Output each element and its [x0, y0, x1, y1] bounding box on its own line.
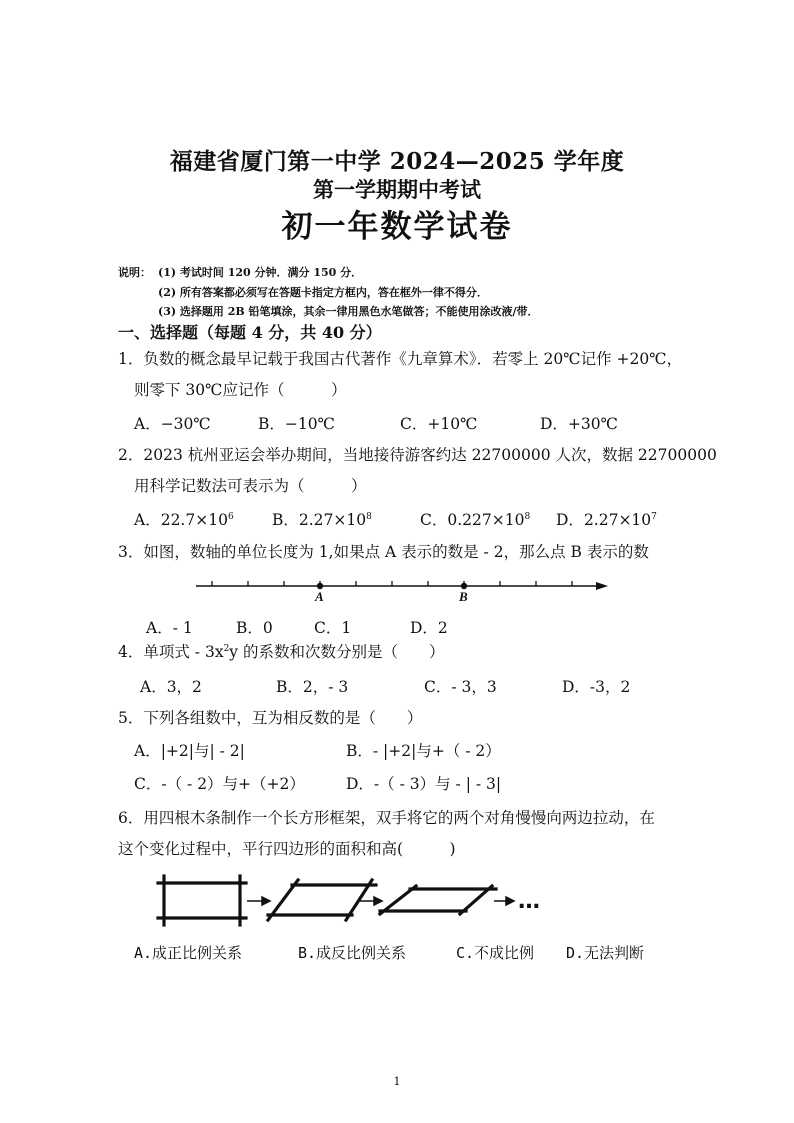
- question-5-option-b: B．- |+2|与+（ - 2）: [346, 742, 501, 760]
- question-1-option-b: B．−10℃: [258, 415, 335, 433]
- question-5-option-c: C．-（ - 2）与+（+2）: [134, 775, 305, 793]
- question-2-line-2: 用科学记数法可表示为（ ）: [134, 477, 367, 495]
- question-4-line-1: 4．单项式 - $3x^2y$ 的系数和次数分别是（ ）: [118, 643, 445, 661]
- question-1-line-1: 1．负数的概念最早记载于我国古代著作《九章算术》．若零上 20℃记作 +20℃，: [118, 350, 683, 368]
- rectangle-frame: [158, 876, 246, 925]
- question-6-option-a: A.成正比例关系: [134, 944, 243, 962]
- question-3-option-a: A．- 1: [146, 619, 193, 637]
- arrow-right-icon: [247, 897, 270, 905]
- question-6-option-c: C.不成比例: [456, 944, 535, 962]
- arrow-right-icon: [494, 897, 514, 905]
- exam-term-title: 第一学期期中考试: [313, 177, 481, 202]
- note-item-3: (3) 选择题用 2B 铅笔填涂，其余一律用黑色水笔做答；不能使用涂改液/带．: [158, 305, 539, 318]
- question-1-option-d: D．+30℃: [540, 415, 618, 433]
- question-5-option-d: D．-（ - 3）与 - | - 3|: [346, 775, 502, 793]
- question-3-option-b: B．0: [236, 619, 273, 637]
- page-number: 1: [393, 1075, 401, 1088]
- question-5-option-a: A．|+2|与| - 2|: [134, 742, 245, 760]
- question-3-option-d: D．2: [410, 619, 448, 637]
- notes-label: 说明：: [118, 266, 151, 279]
- paper-title: 初一年数学试卷: [281, 209, 513, 245]
- note-item-1: (1) 考试时间 120 分钟．满分 150 分．: [158, 266, 363, 279]
- question-3-line-1: 3．如图，数轴的单位长度为 1,如果点 A 表示的数是 - 2，那么点 B 表示的数: [118, 543, 649, 561]
- parallelogram-frame-1: [268, 880, 376, 920]
- section-heading-choice: 一、选择题（每题 4 分，共 40 分）: [118, 323, 382, 342]
- arrow-right-icon: [360, 897, 382, 905]
- question-6-line-2: 这个变化过程中，平行四边形的面积和高( ): [118, 840, 456, 858]
- question-1-line-2: 则零下 30℃应记作（ ）: [134, 381, 347, 399]
- note-item-2: (2) 所有答案都必须写在答题卡指定方框内，答在框外一律不得分．: [158, 286, 488, 299]
- question-4-option-a: A．3，2: [140, 678, 202, 696]
- question-4-option-d: D．-3，2: [562, 678, 631, 696]
- point-a-label: A: [315, 589, 324, 604]
- continuation-ellipsis: …: [518, 889, 540, 914]
- question-5-line-1: 5．下列各组数中，互为相反数的是（ ）: [118, 709, 423, 727]
- question-2-option-d: D．$2.27\times 10^7$: [556, 511, 657, 529]
- question-1-option-a: A．−30℃: [134, 415, 211, 433]
- parallelogram-frame-2: [380, 886, 496, 914]
- question-6-option-b: B.成反比例关系: [298, 944, 407, 962]
- question-6-option-d: D.无法判断: [566, 944, 645, 962]
- question-3-option-c: C．1: [314, 619, 352, 637]
- question-2-option-b: B．$2.27\times 10^8$: [272, 511, 372, 529]
- school-title: 福建省厦门第一中学 2024—2025 学年度: [169, 148, 625, 175]
- question-4-option-c: C．- 3，3: [424, 678, 497, 696]
- question-2-option-a: A．$22.7\times 10^6$: [134, 511, 234, 529]
- point-b-label: B: [459, 589, 468, 604]
- question-2-line-1: 2．2023 杭州亚运会举办期间，当地接待游客约达 22700000 人次，数据 22700000: [118, 446, 717, 464]
- question-6-line-1: 6．用四根木条制作一个长方形框架，双手将它的两个对角慢慢向两边拉动，在: [118, 809, 655, 827]
- question-4-option-b: B．2，- 3: [276, 678, 349, 696]
- question-1-option-c: C．+10℃: [400, 415, 478, 433]
- question-2-option-c: C．$0.227\times 10^8$: [420, 511, 531, 529]
